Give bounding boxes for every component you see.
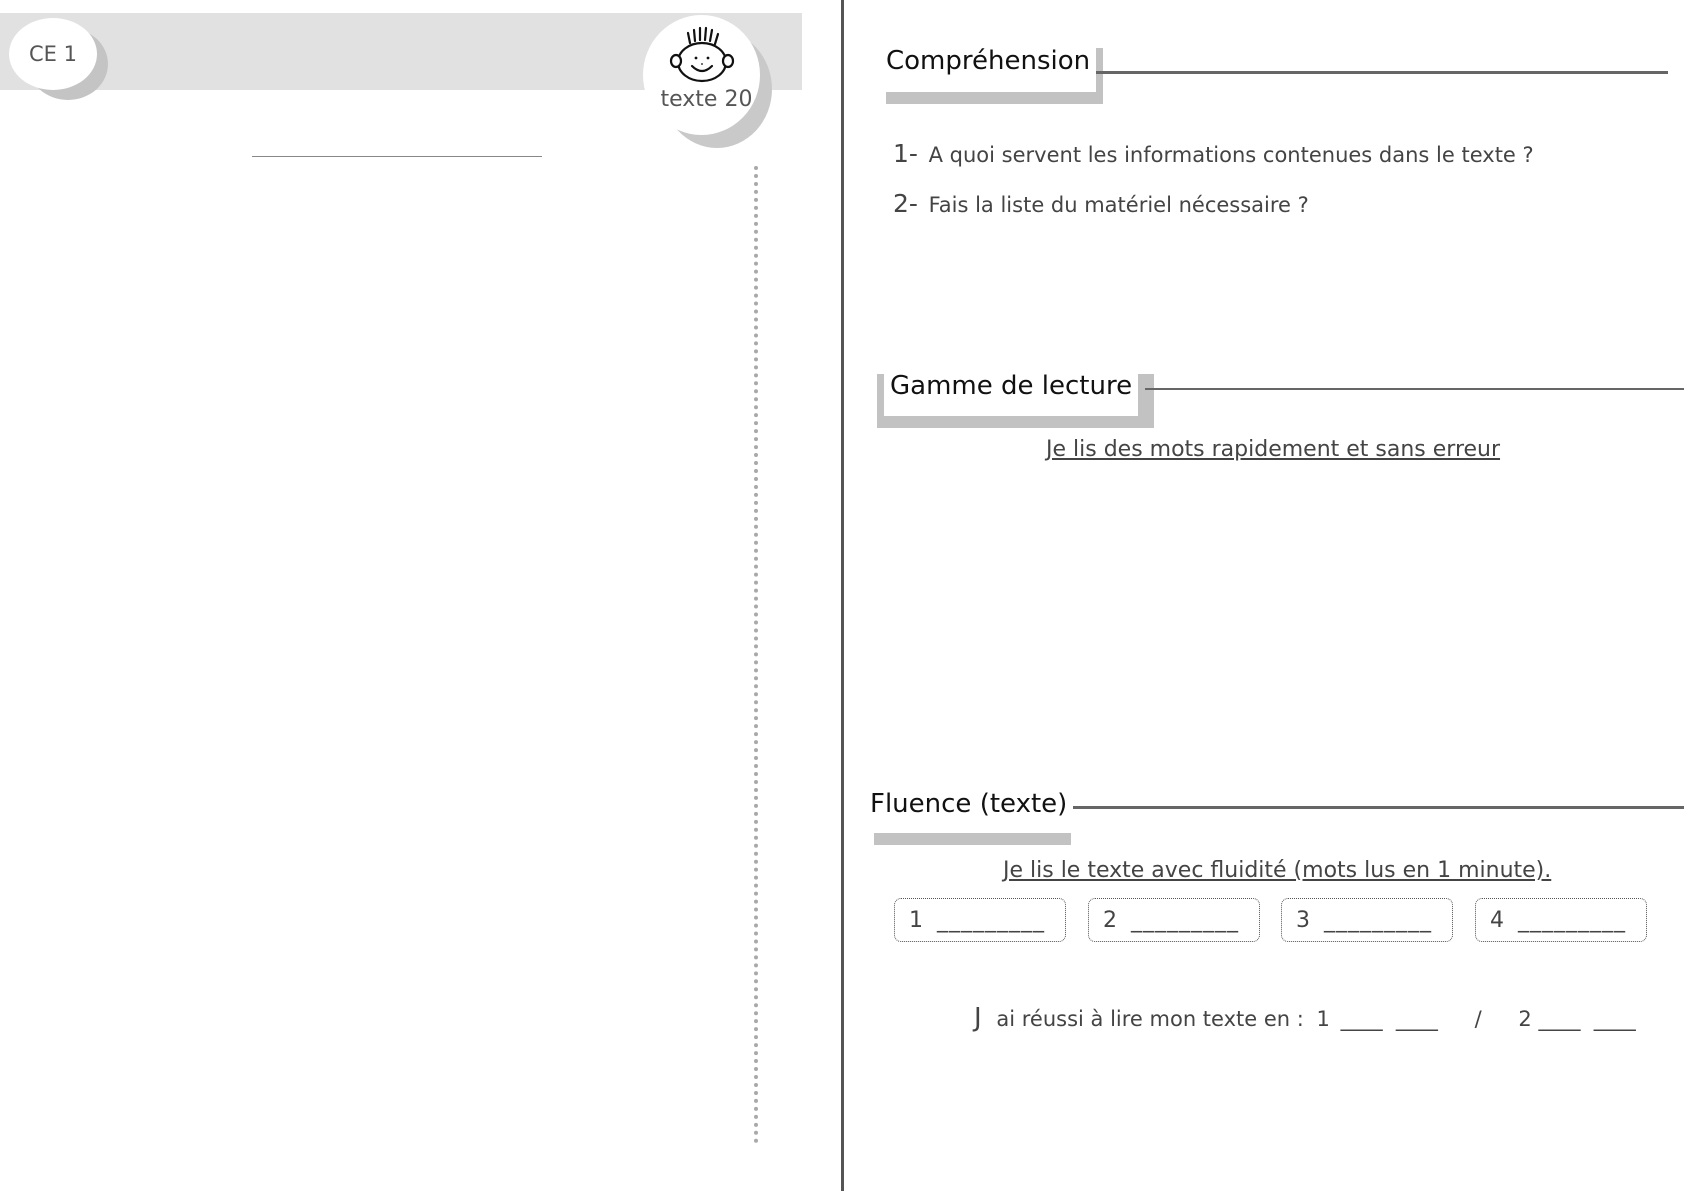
fluence-box-3-blank: _________ (1324, 907, 1432, 933)
fluence-box-2[interactable] (1088, 898, 1260, 942)
question-2-number: 2- (893, 189, 918, 218)
fluence-heading-line (1062, 806, 1684, 809)
gamme-instruction: Je lis des mots rapidement et sans erreur (1046, 437, 1501, 462)
gamme-heading: Gamme de lecture (884, 366, 1138, 416)
page-divider (841, 0, 844, 1191)
result-second-number: 2 (1518, 1007, 1532, 1031)
fluence-result (974, 1003, 1636, 1033)
level-label: CE 1 (29, 42, 77, 66)
question-2-text: Fais la liste du matériel nécessaire ? (928, 193, 1309, 217)
text-number-label: texte 20 (660, 87, 753, 112)
result-second-blanks: ____ ____ (1538, 1007, 1636, 1031)
fluence-box-3-number: 3 (1296, 907, 1310, 933)
question-2 (893, 189, 1309, 218)
fluence-box-2-blank: _________ (1131, 907, 1239, 933)
fluence-heading: Fluence (texte) (864, 783, 1073, 833)
question-1 (893, 139, 1534, 168)
child-face-icon (666, 22, 738, 88)
fluence-box-1-blank: _________ (937, 907, 1045, 933)
cut-line-dotted (754, 166, 758, 1144)
result-first-blanks: ____ ____ (1340, 1007, 1438, 1031)
fluence-box-2-number: 2 (1103, 907, 1117, 933)
fluence-box-3[interactable] (1281, 898, 1453, 942)
gamme-heading-line (1145, 388, 1684, 390)
result-prefix: J (974, 1003, 982, 1033)
question-1-text: A quoi servent les informations contenues dans le texte ? (928, 143, 1534, 167)
fluence-box-1[interactable] (894, 898, 1066, 942)
result-separator: / (1474, 1007, 1482, 1031)
result-first-number: 1 (1316, 1007, 1330, 1031)
fluence-box-4-blank: _________ (1518, 907, 1626, 933)
result-text: ai réussi à lire mon texte en : (996, 1007, 1304, 1031)
fluence-instruction: Je lis le texte avec fluidité (mots lus en 1 minute). (1003, 858, 1552, 883)
fluence-box-4[interactable] (1475, 898, 1647, 942)
question-1-number: 1- (893, 139, 918, 168)
title-writing-line (252, 156, 542, 157)
fluence-box-1-number: 1 (909, 907, 923, 933)
comprehension-heading: Compréhension (880, 43, 1096, 92)
level-badge (9, 18, 97, 90)
fluence-box-4-number: 4 (1490, 907, 1504, 933)
comprehension-heading-line (1094, 71, 1668, 74)
